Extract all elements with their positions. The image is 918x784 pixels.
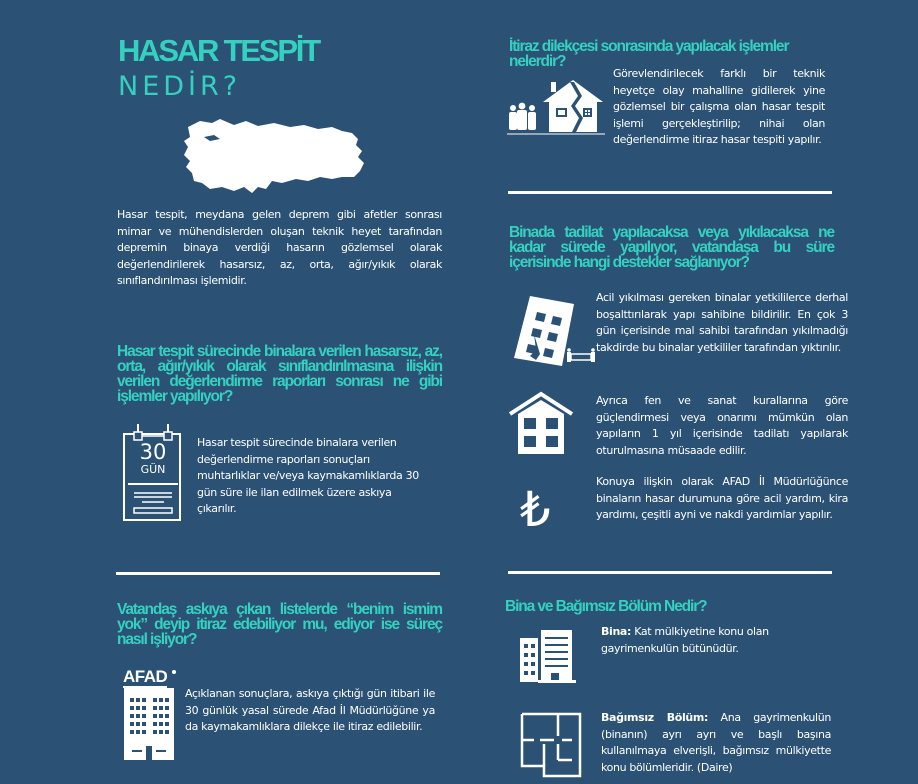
- section-heading-report-process: Hasar tespit sürecinde binalara verilen hasarsız, az, orta, ağır/yıkık olarak sınıflandırılmasına ilişkin verilen değerlendirme raporları sonrası ne gibi işlemler yapılıyor?: [117, 343, 442, 405]
- page-subtitle: NEDİR?: [118, 71, 242, 102]
- renovation-text: Ayrıca fen ve sanat kurallarına göre güçlendirmesi veya onarımı mümkün olan yapıların 1 yıl içerisinde tadilatı yapılarak oturulmasına müsaade edilir.: [596, 394, 848, 457]
- damaged-house-people-icon: [507, 78, 607, 136]
- objection-text: Açıklanan sonuçlara, askıya çıktığı gün itibari ile 30 günlük yasal sürede Afad İl Müdürlüğüne ya da kaymakamlıklara dilekçe ile itiraz edilebilir.: [185, 687, 435, 733]
- section-heading-objection: Vatandaş askıya çıkan listelerde “benim ismim yok” deyip itiraz edebiliyor mu, ediyor ise süreç nasıl işliyor?: [117, 601, 442, 648]
- divider: [508, 571, 832, 574]
- building-text: Kat mülkiyetine konu olan gayrimenkulün bütünüdür.: [601, 625, 769, 655]
- calendar-number: 30: [139, 440, 167, 464]
- page-title: HASAR TESPİT: [118, 33, 319, 68]
- building-label: Bina:: [601, 625, 632, 638]
- house-icon: [508, 390, 574, 456]
- independent-unit-text: Ana gayrimenkulün (binanın) ayrı ayrı ve başlı başına kullanılmaya elverişli, bağımsız mülkiyette konu bölümleridir. (Daire): [601, 711, 831, 774]
- afad-logo-text: AFAD: [123, 667, 168, 686]
- section-heading-after-objection: İtiraz dilekçesi sonrasında yapılacak işlemler nelerdir?: [509, 38, 789, 70]
- aid-text: Konuya ilişkin olarak AFAD İl Müdürlüğünce binaların hasar durumuna göre acil yardım, kira yardımı, çeşitli ayni ve nakdi yardımlar yapılır.: [596, 475, 848, 521]
- demolition-text: Acil yıkılması gereken binalar yetkililerce derhal boşalttırılarak yapı sahibine bildirilir. En çok 3 gün içerisinde mal sahibi tarafından yıkılmadığı takdirde bu binalar yetkililer tarafından yıktırılır.: [596, 291, 848, 354]
- report-process-text: Hasar tespit sürecinde binalara verilen değerlendirme raporları sonuçları muhtarlıklar ve/veya kaymakamlıklarda 30 gün süre ile ilan edilmek üzere askıya çıkarılır.: [197, 436, 419, 515]
- turkey-map-icon: [182, 117, 367, 197]
- independent-unit-definition: [601, 710, 831, 776]
- building-definition: [601, 624, 831, 657]
- turkish-lira-icon: ₺: [520, 482, 551, 538]
- after-objection-text: Görevlendirilecek farklı bir teknik heyetçe olay mahalline gidilerek yine gözlemsel bir çalışma olan hasar tespit işlemi gerçekleştirilip; nihai olan değerlendirme itiraz hasar tespiti yapılır.: [613, 67, 825, 146]
- divider: [508, 191, 832, 194]
- divider: [116, 572, 440, 575]
- office-buildings-icon: [520, 628, 576, 684]
- floor-plan-icon: [520, 712, 582, 778]
- collapsing-building-icon: [510, 294, 595, 366]
- independent-unit-label: Bağımsız Bölüm:: [601, 711, 709, 724]
- section-heading-building-unit: Bina ve Bağımsız Bölüm Nedir?: [505, 598, 707, 615]
- calendar-label: GÜN: [140, 463, 166, 476]
- intro-text: Hasar tespit, meydana gelen deprem gibi afetler sonrası mimar ve mühendislerden oluşan teknik heyet tarafından depremin binaya verdiği hasarın gözlemsel olarak değerlendirilerek hasarsız, az, orta, ağır/yıkık olarak sınıflandırılması işlemidir.: [117, 208, 442, 287]
- section-heading-renovation-demolition: Binada tadilat yapılacaksa veya yıkılacaksa ne kadar sürede yapılıyor, vatandaşa bu süre içerisinde hangi destekler sağlanıyor?: [509, 224, 834, 271]
